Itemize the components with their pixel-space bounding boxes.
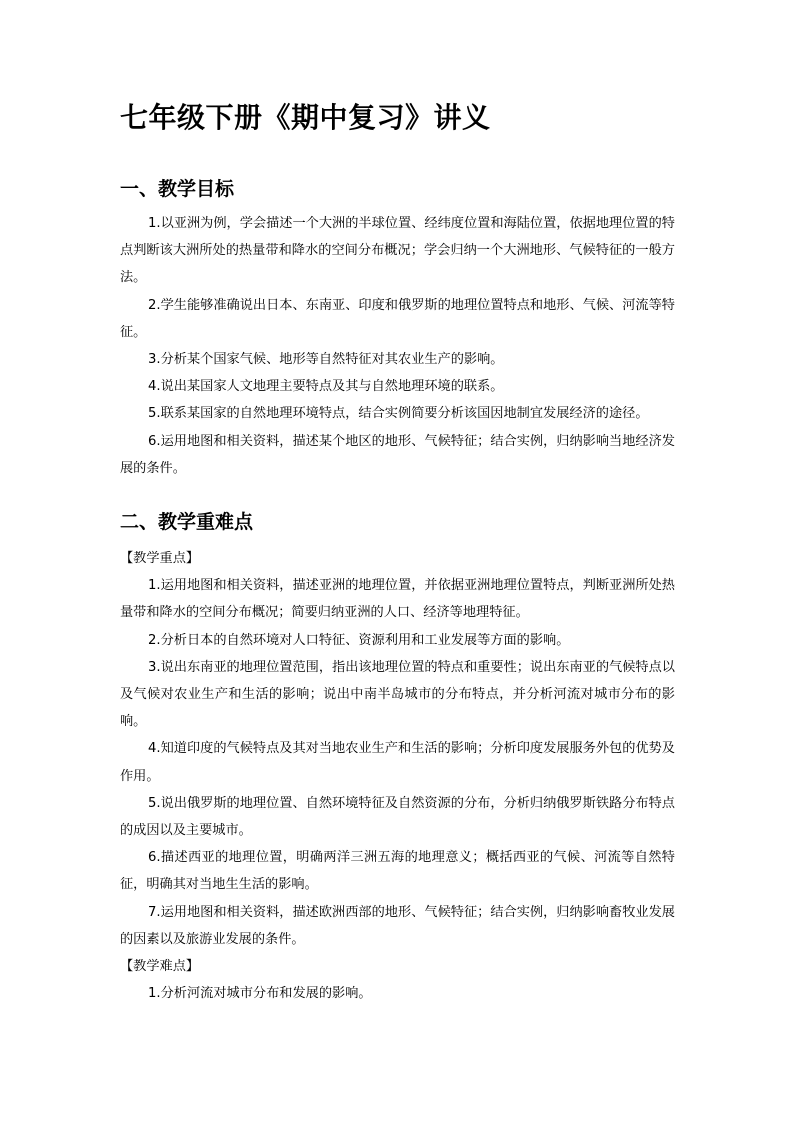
goal-item-3: 3.分析某个国家气候、地形等自然特征对其农业生产的影响。 [148, 352, 504, 368]
key-point-item-3: 3.说出东南亚的地理位置范围，指出该地理位置的特点和重要性；说出东南亚的气候特点以及气候对农业生产和生活的影响；说出中南半岛城市的分布特点，并分析河流对城市分布的影响。 [120, 659, 675, 730]
goal-item-6: 6.运用地图和相关资料，描述某个地区的地形、气候特征；结合实例，归纳影响当地经济发展的条件。 [120, 433, 675, 476]
key-points-label: 【教学重点】 [120, 551, 200, 566]
key-point-item-1: 1.运用地图和相关资料，描述亚洲的地理位置，并依据亚洲地理位置特点，判断亚洲所处热量带和降水的空间分布概况；简要归纳亚洲的人口、经济等地理特征。 [120, 578, 675, 621]
difficult-points-label: 【教学难点】 [120, 959, 200, 975]
goal-item-4: 4.说出某国家人文地理主要特点及其与自然地理环境的联系。 [148, 379, 504, 395]
goal-item-1: 1.以亚洲为例，学会描述一个大洲的半球位置、经纬度位置和海陆位置，依据地理位置的特点判断该大洲所处的热量带和降水的空间分布概况；学会归纳一个大洲地形、气候特征的一般方法。 [120, 216, 675, 286]
key-difficult-points [120, 545, 675, 1007]
page-title: 七年级下册《期中复习》讲义 [120, 101, 491, 134]
goal-item-2: 2.学生能够准确说出日本、东南亚、印度和俄罗斯的地理位置特点和地形、气候、河流等特征。 [120, 297, 675, 340]
section-heading-key-difficult-points: 二、教学重难点 [120, 511, 254, 533]
difficult-point-item-1: 1.分析河流对城市分布和发展的影响。 [148, 986, 372, 1002]
goals-list [120, 210, 675, 482]
goal-item-5: 5.联系某国家的自然地理环境特点，结合实例简要分析该国因地制宜发展经济的途径。 [148, 406, 649, 422]
key-point-item-7: 7.运用地图和相关资料，描述欧洲西部的地形、气候特征；结合实例，归纳影响畜牧业发展的因素以及旅游业发展的条件。 [120, 904, 675, 947]
key-point-item-5: 5.说出俄罗斯的地理位置、自然环境特征及自然资源的分布，分析归纳俄罗斯铁路分布特点的成因以及主要城市。 [120, 795, 675, 839]
key-point-item-4: 4.知道印度的气候特点及其对当地农业生产和生活的影响；分析印度发展服务外包的优势及作用。 [120, 741, 675, 784]
section-heading-goals: 一、教学目标 [120, 178, 235, 200]
key-point-item-2: 2.分析日本的自然环境对人口特征、资源利用和工业发展等方面的影响。 [148, 632, 570, 648]
key-point-item-6: 6.描述西亚的地理位置，明确两洋三洲五海的地理意义；概括西亚的气候、河流等自然特征，明确其对当地生生活的影响。 [120, 850, 675, 893]
